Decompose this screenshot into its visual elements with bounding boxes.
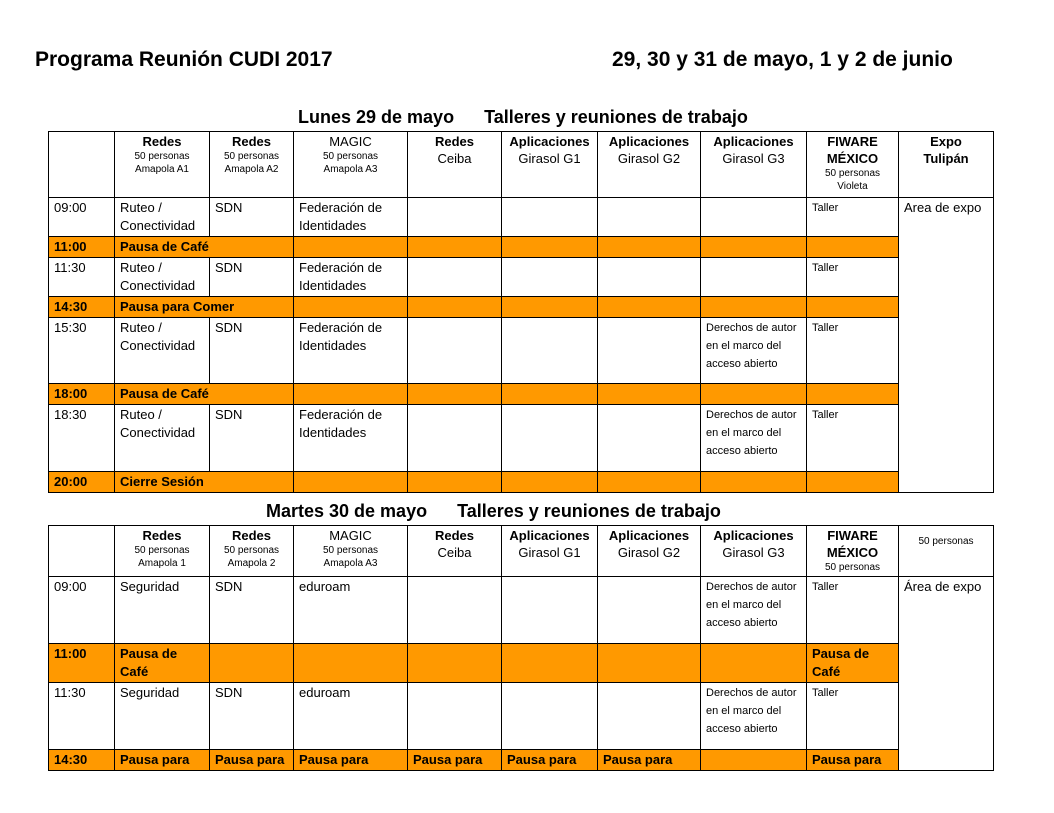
- break-time: 18:00: [49, 384, 115, 405]
- break-label: Pausa para: [598, 750, 701, 771]
- empty-cell: [408, 405, 502, 472]
- day2-subtitle: Talleres y reuniones de trabajo: [457, 501, 721, 521]
- header-capacity: 50 personas: [322, 151, 379, 162]
- header-capacity: 50 personas: [824, 168, 881, 179]
- header-room: Ceiba: [437, 151, 472, 166]
- day1-heading: [298, 107, 748, 128]
- header-room: Amapola A3: [323, 164, 378, 175]
- empty-cell: [598, 198, 701, 237]
- header-main: Aplicaciones: [509, 528, 590, 543]
- header-room: Amapola 2: [227, 558, 276, 569]
- session-cell: SDN: [210, 577, 294, 644]
- break-label: Pausa para: [210, 750, 294, 771]
- break-cell: [502, 472, 598, 493]
- header-col: [502, 526, 598, 577]
- header-col: [210, 132, 294, 198]
- session-row: [49, 577, 994, 644]
- time-cell: 11:30: [49, 683, 115, 750]
- header-room: Girasol G3: [722, 545, 785, 560]
- break-label-fiware: Pausa de Café: [807, 644, 899, 683]
- break-cell: [408, 237, 502, 258]
- session-cell: Derechos de autor en el marco del acceso abierto: [701, 405, 807, 472]
- break-time: 14:30: [49, 750, 115, 771]
- break-cell: [598, 472, 701, 493]
- break-cell: [502, 644, 598, 683]
- break-time: 11:00: [49, 644, 115, 683]
- break-row: [49, 644, 994, 683]
- session-cell: Taller: [807, 318, 899, 384]
- document-title: Programa Reunión CUDI 2017: [35, 48, 333, 71]
- session-row: [49, 258, 994, 297]
- header-time-blank: [49, 132, 115, 198]
- session-cell: [701, 198, 807, 237]
- session-cell: Derechos de autor en el marco del acceso abierto: [701, 318, 807, 384]
- session-cell: Derechos de autor en el marco del acceso abierto: [701, 577, 807, 644]
- empty-cell: [408, 577, 502, 644]
- break-cell: [598, 384, 701, 405]
- break-cell: [701, 750, 807, 771]
- break-cell: [701, 297, 807, 318]
- header-main: Aplicaciones: [608, 528, 690, 543]
- day2-heading: [266, 501, 721, 522]
- empty-cell: [598, 405, 701, 472]
- session-cell: Federación de Identidades: [294, 258, 408, 297]
- header-col: [701, 526, 807, 577]
- empty-cell: [408, 683, 502, 750]
- break-label: Pausa para Comer: [115, 297, 294, 318]
- day2-header-row: [49, 526, 994, 577]
- session-cell: Ruteo / Conectividad: [115, 405, 210, 472]
- break-cell: [294, 384, 408, 405]
- day2-title: Martes 30 de mayo: [266, 501, 428, 521]
- break-cell: [598, 297, 701, 318]
- header-col: [115, 132, 210, 198]
- day1-subtitle: Talleres y reuniones de trabajo: [484, 107, 748, 127]
- header-room: Amapola A3: [323, 558, 378, 569]
- header-col: [899, 132, 994, 198]
- header-room: Amapola A2: [224, 164, 279, 175]
- session-row: [49, 198, 994, 237]
- break-label: Pausa para: [115, 750, 210, 771]
- break-cell: [408, 384, 502, 405]
- session-cell: Taller: [807, 683, 899, 750]
- header-main: Redes: [434, 528, 475, 543]
- break-time: 14:30: [49, 297, 115, 318]
- session-cell: Ruteo / Conectividad: [115, 258, 210, 297]
- header-main-2: MÉXICO: [826, 545, 879, 560]
- session-cell: Seguridad: [115, 683, 210, 750]
- break-cell: [701, 384, 807, 405]
- header-col: [115, 526, 210, 577]
- break-label: Pausa para: [294, 750, 408, 771]
- time-cell: 18:30: [49, 405, 115, 472]
- header-capacity: 50 personas: [223, 545, 280, 556]
- break-cell: [502, 237, 598, 258]
- header-room: Girasol G3: [722, 151, 785, 166]
- header-col: [899, 526, 994, 577]
- day1-schedule-table: [48, 131, 994, 493]
- header-time-blank: [49, 526, 115, 577]
- break-cell: [408, 644, 502, 683]
- session-cell: Ruteo / Conectividad: [115, 198, 210, 237]
- day2-schedule-table: [48, 525, 994, 771]
- time-cell: 15:30: [49, 318, 115, 384]
- header-main-2: Tulipán: [923, 151, 969, 166]
- header-main: FIWARE: [827, 134, 878, 149]
- empty-cell: [598, 577, 701, 644]
- header-capacity: 50 personas: [134, 545, 190, 556]
- break-time: 11:00: [49, 237, 115, 258]
- break-label: Pausa para: [502, 750, 598, 771]
- break-cell: [598, 237, 701, 258]
- break-cell: [408, 297, 502, 318]
- session-cell: SDN: [210, 683, 294, 750]
- empty-cell: [502, 318, 598, 384]
- header-main: Aplicaciones: [713, 528, 794, 543]
- break-row: [49, 472, 994, 493]
- break-cell: [294, 237, 408, 258]
- session-cell: Taller: [807, 258, 899, 297]
- header-col: [807, 526, 899, 577]
- header-room: Violeta: [837, 181, 868, 192]
- header-main: Aplicaciones: [713, 134, 794, 149]
- session-cell: Federación de Identidades: [294, 405, 408, 472]
- header-capacity: 50 personas: [322, 545, 379, 556]
- time-cell: 11:30: [49, 258, 115, 297]
- header-main: Redes: [434, 134, 475, 149]
- session-cell: eduroam: [294, 683, 408, 750]
- session-row: [49, 318, 994, 384]
- header-main: Redes: [142, 528, 182, 543]
- session-cell: Ruteo / Conectividad: [115, 318, 210, 384]
- empty-cell: [408, 318, 502, 384]
- session-cell: SDN: [210, 405, 294, 472]
- break-cell: [807, 384, 899, 405]
- empty-cell: [502, 577, 598, 644]
- break-row: [49, 237, 994, 258]
- header-room: Ceiba: [437, 545, 472, 560]
- header-main: MAGIC: [329, 528, 372, 543]
- header-main: Aplicaciones: [509, 134, 590, 149]
- break-cell: [210, 644, 294, 683]
- header-room: Girasol G2: [617, 151, 681, 166]
- session-row: [49, 405, 994, 472]
- break-cell: [294, 297, 408, 318]
- time-cell: 09:00: [49, 198, 115, 237]
- header-main: FIWARE: [827, 528, 878, 543]
- session-cell: Seguridad: [115, 577, 210, 644]
- break-cell: [502, 384, 598, 405]
- empty-cell: [408, 258, 502, 297]
- empty-cell: [502, 198, 598, 237]
- header-capacity: 50 personas: [223, 151, 280, 162]
- session-cell: SDN: [210, 198, 294, 237]
- break-label: Pausa de Café: [115, 237, 294, 258]
- break-cell: [807, 472, 899, 493]
- session-cell: Taller: [807, 405, 899, 472]
- break-row: [49, 750, 994, 771]
- header-col: [408, 526, 502, 577]
- empty-cell: [598, 258, 701, 297]
- time-cell: 09:00: [49, 577, 115, 644]
- header-room: Girasol G1: [518, 545, 581, 560]
- session-cell: SDN: [210, 258, 294, 297]
- break-cell: [294, 644, 408, 683]
- session-cell: Derechos de autor en el marco del acceso abierto: [701, 683, 807, 750]
- break-label: Pausa de Café: [115, 644, 210, 683]
- header-main: Redes: [231, 528, 272, 543]
- header-col: [502, 132, 598, 198]
- header-capacity: 50 personas: [824, 562, 881, 573]
- session-cell: SDN: [210, 318, 294, 384]
- header-col: [807, 132, 899, 198]
- header-main: Redes: [142, 134, 182, 149]
- header-col: [408, 132, 502, 198]
- break-cell: [598, 644, 701, 683]
- header-capacity: 50 personas: [134, 151, 190, 162]
- break-row: [49, 384, 994, 405]
- empty-cell: [408, 198, 502, 237]
- header-capacity: 50 personas: [918, 536, 974, 547]
- session-cell: eduroam: [294, 577, 408, 644]
- expo-area-cell: Área de expo: [899, 577, 994, 771]
- header-main-2: MÉXICO: [826, 151, 879, 166]
- header-main: Aplicaciones: [608, 134, 690, 149]
- header-room: Amapola 1: [138, 558, 186, 569]
- header-room: Girasol G1: [518, 151, 581, 166]
- document-dates: 29, 30 y 31 de mayo, 1 y 2 de junio: [612, 48, 953, 71]
- session-cell: Taller: [807, 198, 899, 237]
- break-cell: [807, 237, 899, 258]
- header-col: [210, 526, 294, 577]
- session-cell: Taller: [807, 577, 899, 644]
- header-col: [294, 526, 408, 577]
- header-room: Amapola A1: [135, 164, 189, 175]
- header-col: [701, 132, 807, 198]
- break-cell: [701, 472, 807, 493]
- header-room: Girasol G2: [617, 545, 681, 560]
- day1-title: Lunes 29 de mayo: [298, 107, 455, 127]
- session-cell: Federación de Identidades: [294, 198, 408, 237]
- session-row: [49, 683, 994, 750]
- header-col: [598, 132, 701, 198]
- break-label: Pausa de Café: [115, 384, 294, 405]
- break-cell: [408, 472, 502, 493]
- break-cell: [701, 237, 807, 258]
- day1-header-row: [49, 132, 994, 198]
- break-label-fiware: Pausa para: [807, 750, 899, 771]
- empty-cell: [598, 683, 701, 750]
- empty-cell: [502, 405, 598, 472]
- expo-area-cell: Area de expo: [899, 198, 994, 493]
- break-cell: [807, 297, 899, 318]
- empty-cell: [502, 258, 598, 297]
- header-col: [294, 132, 408, 198]
- header-main: Expo: [930, 134, 962, 149]
- break-label: Pausa para: [408, 750, 502, 771]
- break-cell: [502, 297, 598, 318]
- header-col: [598, 526, 701, 577]
- empty-cell: [502, 683, 598, 750]
- header-main: MAGIC: [329, 134, 372, 149]
- break-cell: [701, 644, 807, 683]
- break-cell: [294, 472, 408, 493]
- header-main: Redes: [231, 134, 272, 149]
- break-row: [49, 297, 994, 318]
- empty-cell: [598, 318, 701, 384]
- break-label: Cierre Sesión: [115, 472, 294, 493]
- break-time: 20:00: [49, 472, 115, 493]
- session-cell: Federación de Identidades: [294, 318, 408, 384]
- session-cell: [701, 258, 807, 297]
